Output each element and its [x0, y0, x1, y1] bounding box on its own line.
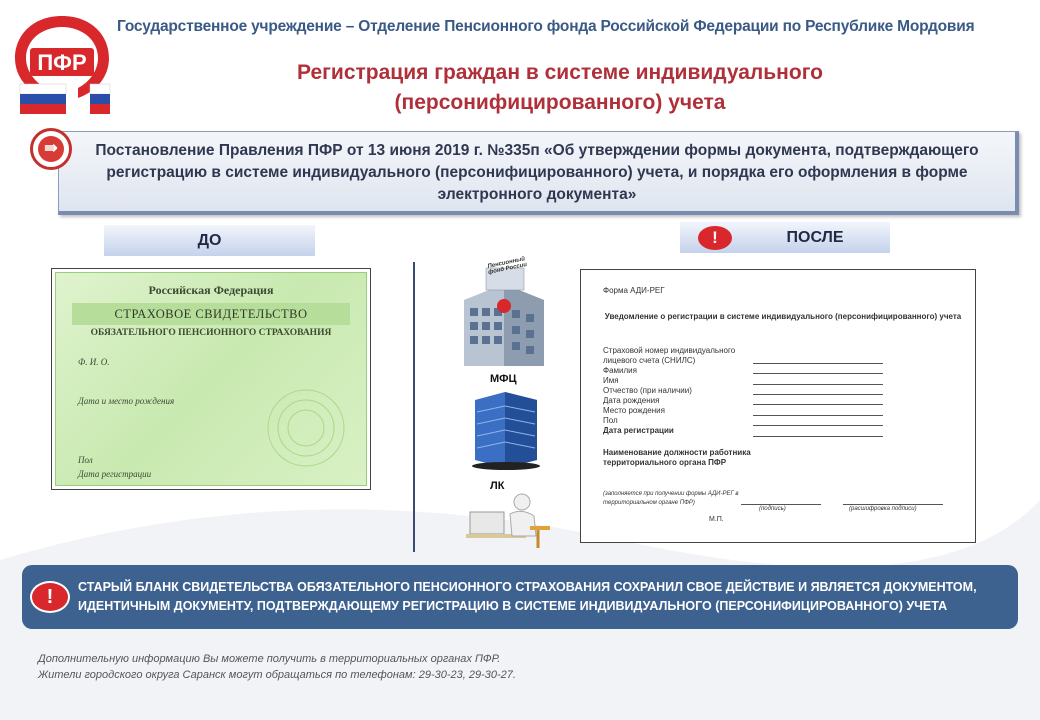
exclamation-icon: !	[30, 581, 70, 613]
adi-reg-form-image	[580, 269, 976, 543]
decree-panel	[58, 131, 1019, 215]
form-name: Форма АДИ-РЕГ	[603, 286, 665, 295]
old-certificate-image	[51, 268, 371, 490]
warning-text: СТАРЫЙ БЛАНК СВИДЕТЕЛЬСТВА ОБЯЗАТЕЛЬНОГО ПЕНСИОННОГО СТРАХОВАНИЯ СОХРАНИЛ СВОЕ ДЕЙСТВИЕ И ЯВЛЯЕТСЯ ДОКУМЕНТОМ, ИДЕНТИЧНЫМ ДОКУМЕНТУ, ПОДТВЕРЖДАЮЩЕМУ РЕГИСТРАЦИЮ В СИСТЕМЕ ИНДИВИДУАЛЬНОГО (ПЕРСОНИФИЦИРОВАННОГО) УЧЕТА	[78, 580, 977, 613]
pfr-building-icon	[458, 256, 550, 370]
footer-info	[38, 651, 516, 683]
form-decoding: (расшифровка подписи)	[849, 506, 917, 512]
page-title	[200, 58, 920, 118]
form-stamp: М.П.	[709, 516, 724, 523]
logo-text: ПФР	[37, 50, 87, 75]
tab-after	[680, 222, 890, 253]
form-field: Фамилия	[603, 366, 637, 375]
cert-country: Российская Федерация	[148, 283, 274, 297]
mfc-label: МФЦ	[490, 373, 517, 385]
form-field: Отчество (при наличии)	[603, 386, 692, 395]
guilloche-pattern	[256, 383, 356, 473]
page-title-line1: Регистрация граждан в системе индивидуального	[297, 61, 823, 84]
cert-sex: Пол	[78, 455, 93, 465]
page-title-line2: (персонифицированного) учета	[394, 91, 726, 114]
form-field: Дата регистрации	[603, 426, 674, 435]
person-at-computer-icon	[466, 492, 554, 550]
cert-reg-date: Дата регистрации	[78, 469, 152, 479]
decree-text: Постановление Правления ПФР от 13 июня 2019 г. №335п «Об утверждении формы документа, подтверждающего регистрацию в системе индивидуального (персонифицированного) учета, и порядка его оформления в форме электронного документа»	[95, 142, 979, 203]
cert-fio: Ф. И. О.	[78, 357, 110, 367]
divider-line	[413, 262, 415, 552]
cert-birth: Дата и место рождения	[78, 396, 175, 406]
pfr-logo	[12, 12, 112, 118]
form-field: Место рождения	[603, 406, 665, 415]
warning-banner	[22, 565, 1018, 629]
form-field: Дата рождения	[603, 396, 660, 405]
footer-line2: Жители городского округа Саранск могут обращаться по телефонам: 29-30-23, 29-30-27.	[38, 669, 516, 681]
form-signature: (подпись)	[759, 506, 786, 512]
footer-line1: Дополнительную информацию Вы можете получить в территориальных органах ПФР.	[38, 653, 501, 665]
cert-subtitle: ОБЯЗАТЕЛЬНОГО ПЕНСИОННОГО СТРАХОВАНИЯ	[90, 328, 332, 338]
tab-before: ДО	[104, 225, 315, 256]
cert-title: СТРАХОВОЕ СВИДЕТЕЛЬСТВО	[72, 303, 350, 325]
arrow-badge	[30, 128, 72, 170]
form-heading: Уведомление о регистрации в системе индивидуального (персонифицированного) учета	[604, 312, 962, 321]
form-position-label: Наименование должности работника территориального органа ПФР	[603, 448, 751, 467]
mfc-building-icon	[465, 388, 547, 470]
form-field: Пол	[603, 416, 618, 425]
form-note: (заполняется при получении формы АДИ-РЕГ в территориальном органе ПФР)	[603, 491, 739, 506]
form-snils-label: Страховой номер индивидуального лицевого счета (СНИЛС)	[603, 346, 736, 365]
lk-label: ЛК	[490, 480, 505, 492]
warning-icon: !	[698, 226, 732, 250]
double-arrow-icon: ⇛	[38, 136, 64, 162]
tab-after-label: ПОСЛЕ	[786, 229, 844, 246]
organization-name: Государственное учреждение – Отделение Пенсионного фонда Российской Федерации по Республике Мордовия	[117, 18, 975, 35]
building-sign: Пенсионный фонд России	[487, 256, 528, 276]
form-field: Имя	[603, 376, 619, 385]
